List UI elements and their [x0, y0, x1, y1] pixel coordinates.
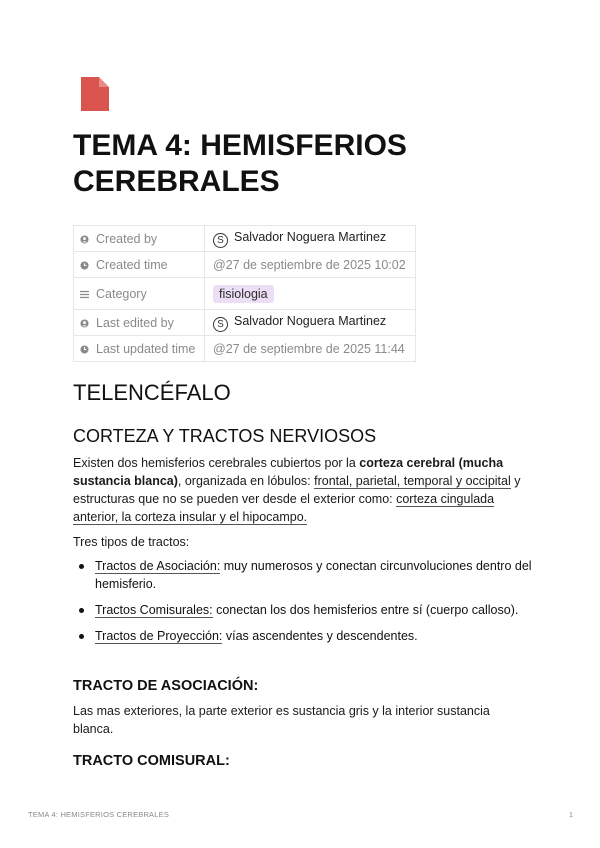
avatar: S [213, 317, 228, 332]
property-value-last-updated-time[interactable]: @27 de septiembre de 2025 11:44 [205, 336, 416, 362]
document-icon [81, 77, 109, 111]
tract-desc: vías ascendentes y descendentes. [222, 629, 418, 643]
person-icon [80, 319, 89, 328]
bullet-icon [79, 608, 84, 613]
properties-table [73, 225, 416, 362]
property-key: Created time [96, 257, 168, 272]
heading-tracto-comisural: TRACTO COMISURAL: [73, 753, 230, 769]
tract-name: Tractos de Asociación: [95, 559, 221, 573]
property-row-category [74, 278, 416, 310]
tracts-intro: Tres tipos de tractos: [73, 535, 190, 549]
asociacion-paragraph: Las mas exteriores, la parte exterior es sustancia gris y la interior sustancia blanca. [73, 704, 490, 736]
property-row-created-by [74, 226, 416, 252]
avatar: S [213, 233, 228, 248]
property-value: Salvador Noguera Martinez [234, 229, 387, 244]
intro-text-1: Existen dos hemisferios cerebrales cubiertos por la [73, 456, 360, 470]
intro-text-2: , organizada en lóbulos: [177, 474, 315, 488]
bullet-icon [79, 564, 84, 569]
bullet-icon [79, 634, 84, 639]
tract-name: Tractos de Proyección: [95, 629, 223, 643]
property-value: Salvador Noguera Martinez [234, 313, 387, 328]
property-row-last-edited-by [74, 310, 416, 336]
tracts-list [73, 557, 533, 653]
intro-text-3: y estructuras que no se pueden ver desde el exterior como: [73, 474, 521, 506]
clock-icon [80, 345, 89, 354]
property-value-created-by[interactable] [205, 226, 416, 252]
footer-title: TEMA 4: HEMISFERIOS CEREBRALES [28, 810, 170, 819]
list-icon [80, 290, 89, 299]
intro-bold: corteza cerebral (mucha sustancia blanca) [73, 456, 504, 488]
heading-telencefalo: TELENCÉFALO [73, 380, 231, 405]
list-item [73, 627, 533, 645]
tract-name: Tractos Comisurales: [95, 603, 213, 617]
property-value-category[interactable] [205, 278, 416, 310]
property-row-last-updated-time [74, 336, 416, 362]
category-tag[interactable]: fisiologia [213, 285, 274, 303]
tract-desc: muy numerosos y conectan circunvoluciones dentro del hemisferio. [95, 559, 532, 591]
intro-underline-lobulos: frontal, parietal, temporal y occipital [314, 474, 511, 488]
heading-tracto-asociacion: TRACTO DE ASOCIACIÓN: [73, 678, 259, 694]
page-number: 1 [568, 810, 573, 819]
property-key: Created by [96, 231, 158, 246]
page-title: TEMA 4: HEMISFERIOS CEREBRALES [73, 129, 407, 198]
tract-desc: conectan los dos hemisferios entre sí (cuerpo calloso). [212, 603, 519, 617]
property-value-created-time[interactable]: @27 de septiembre de 2025 10:02 [205, 252, 416, 278]
person-icon [80, 235, 89, 244]
property-key: Last updated time [96, 341, 196, 356]
clock-icon [80, 261, 89, 270]
heading-corteza: CORTEZA Y TRACTOS NERVIOSOS [73, 426, 377, 446]
property-row-created-time [74, 252, 416, 278]
intro-paragraph [73, 454, 533, 526]
list-item [73, 557, 533, 593]
intro-underline-estructuras: corteza cingulada anterior, la corteza insular y el hipocampo. [73, 492, 495, 524]
property-key: Last edited by [96, 315, 174, 330]
property-key: Category [96, 286, 147, 301]
list-item [73, 601, 533, 619]
property-value-last-edited-by[interactable] [205, 310, 416, 336]
